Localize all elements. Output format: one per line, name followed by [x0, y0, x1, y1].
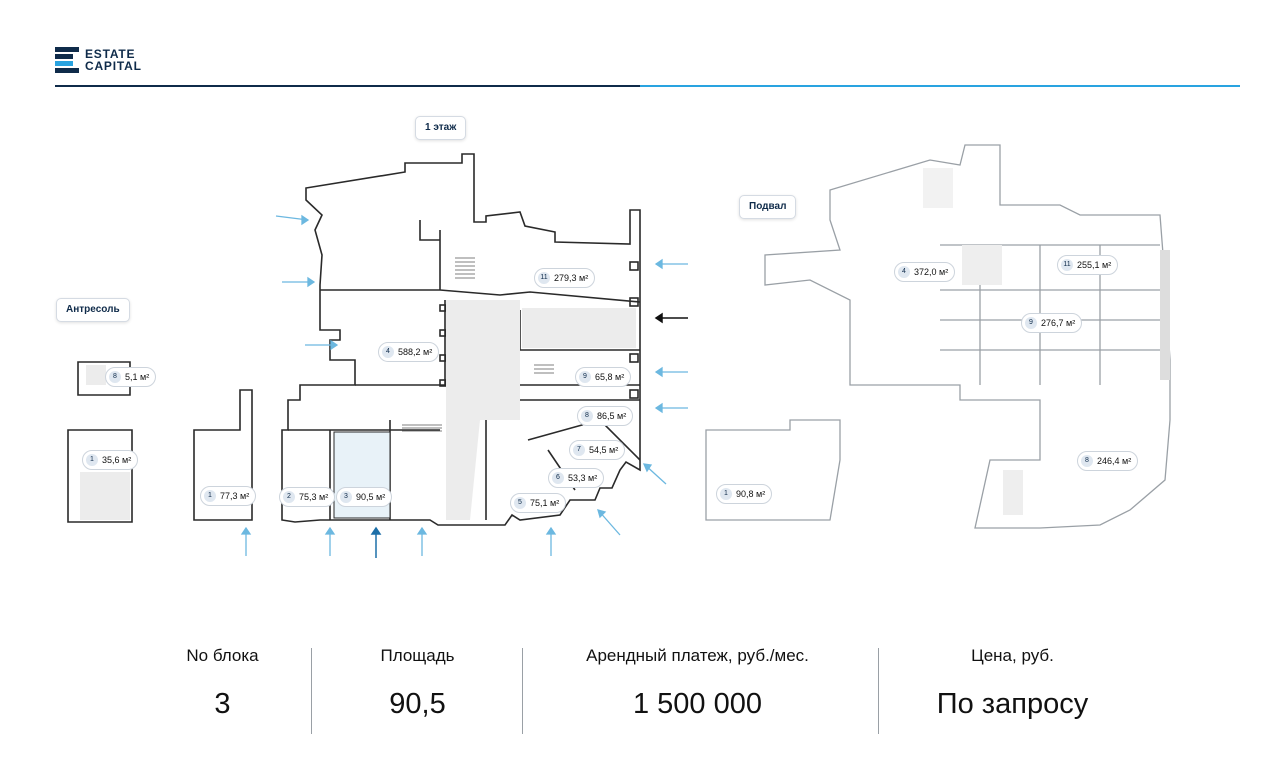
- table-value-price: По запросу: [936, 688, 1089, 720]
- unit-number: 1: [86, 454, 98, 466]
- unit-area: 86,5 м²: [597, 411, 627, 421]
- table-value-area: 90,5: [389, 688, 446, 720]
- unit-area: 75,3 м²: [299, 492, 329, 502]
- floor-tag-first: 1 этаж: [415, 116, 466, 140]
- unit-number: 7: [573, 444, 585, 456]
- unit-label: [569, 440, 625, 460]
- unit-area: 54,5 м²: [589, 445, 619, 455]
- unit-number: 8: [581, 410, 593, 422]
- table-header-rent: Арендный платеж, руб./мес.: [586, 646, 809, 665]
- unit-area: 372,0 м²: [914, 267, 949, 277]
- unit-area: 276,7 м²: [1041, 318, 1076, 328]
- table-value-block: 3: [214, 688, 231, 720]
- unit-number: 8: [1081, 455, 1093, 467]
- unit-number: 8: [109, 371, 121, 383]
- logo-line-2: CAPITAL: [85, 59, 142, 73]
- unit-label: [575, 367, 631, 387]
- floor-tag-basement: Подвал: [739, 195, 796, 219]
- unit-label: [1057, 255, 1118, 275]
- unit-number: 2: [283, 491, 295, 503]
- unit-label: [577, 406, 633, 426]
- unit-area: 75,1 м²: [530, 498, 560, 508]
- unit-number: 6: [552, 472, 564, 484]
- floor-tag-mezzanine: Антресоль: [56, 298, 130, 322]
- unit-label: [378, 342, 439, 362]
- unit-label: [716, 484, 772, 504]
- column-divider: [878, 648, 879, 734]
- unit-label: [1021, 313, 1082, 333]
- unit-label: [82, 450, 138, 470]
- unit-label: [336, 487, 392, 507]
- unit-area: 90,5 м²: [356, 492, 386, 502]
- unit-area: 246,4 м²: [1097, 456, 1132, 466]
- column-divider: [522, 648, 523, 734]
- column-divider: [311, 648, 312, 734]
- unit-label: [279, 487, 335, 507]
- unit-number: 3: [340, 491, 352, 503]
- unit-number: 1: [204, 490, 216, 502]
- unit-number: 11: [538, 272, 550, 284]
- logo-line-1: ESTATE: [85, 47, 136, 61]
- unit-label: [105, 367, 156, 387]
- unit-label: [894, 262, 955, 282]
- unit-area: 35,6 м²: [102, 455, 132, 465]
- unit-number: 9: [579, 371, 591, 383]
- unit-label: [1077, 451, 1138, 471]
- unit-area: 90,8 м²: [736, 489, 766, 499]
- unit-label: [548, 468, 604, 488]
- unit-area: 255,1 м²: [1077, 260, 1112, 270]
- unit-area: 53,3 м²: [568, 473, 598, 483]
- unit-area: 5,1 м²: [125, 372, 150, 382]
- unit-number: 11: [1061, 259, 1073, 271]
- unit-area: 65,8 м²: [595, 372, 625, 382]
- unit-label: [510, 493, 566, 513]
- unit-number: 4: [898, 266, 910, 278]
- unit-area: 588,2 м²: [398, 347, 433, 357]
- table-value-rent: 1 500 000: [632, 688, 762, 720]
- table-header-block: No блока: [186, 646, 259, 665]
- unit-number: 5: [514, 497, 526, 509]
- unit-label: [200, 486, 256, 506]
- unit-number: 4: [382, 346, 394, 358]
- unit-number: 9: [1025, 317, 1037, 329]
- table-header-price: Цена, руб.: [971, 646, 1054, 665]
- unit-area: 279,3 м²: [554, 273, 589, 283]
- unit-area: 77,3 м²: [220, 491, 250, 501]
- table-header-area: Площадь: [380, 646, 455, 665]
- unit-number: 1: [720, 488, 732, 500]
- unit-label: [534, 268, 595, 288]
